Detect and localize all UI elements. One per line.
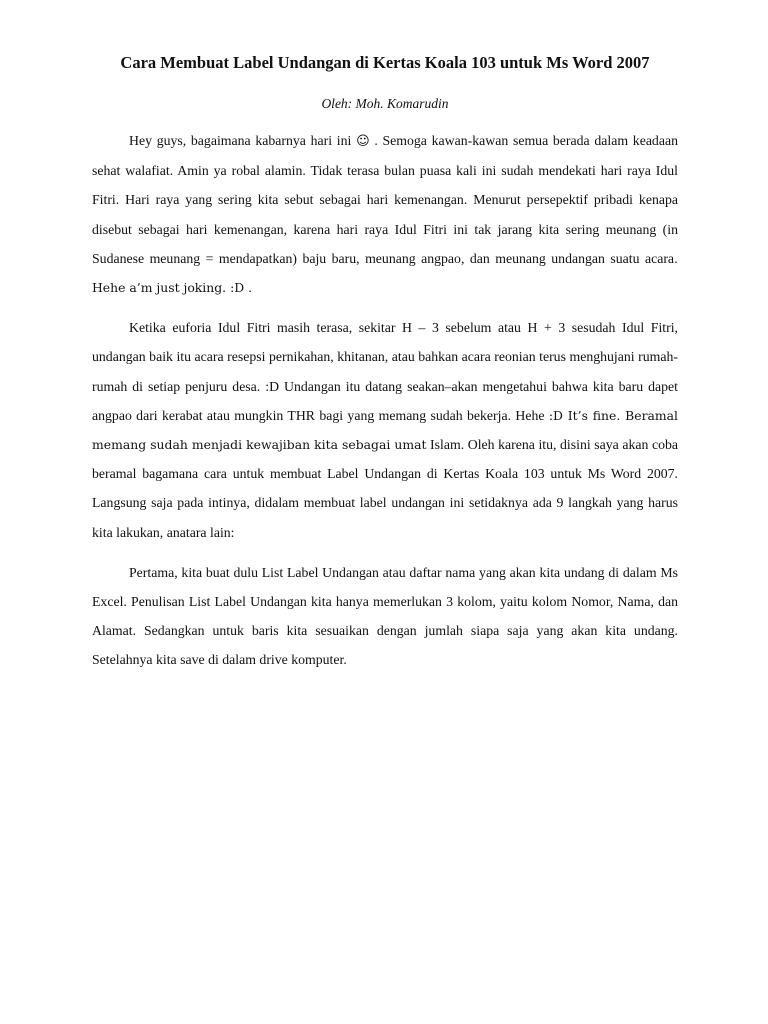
document-page xyxy=(92,46,678,675)
paragraph-1-text-b: . Semoga kawan-kawan semua berada dalam keadaan sehat walafiat. Amin ya robal alamin. Tidak terasa bulan puasa kali ini sudah mendekati hari raya Idul Fitri. Hari raya yang sering kita sebut sebagai hari kemenangan. Menurut persepektif pribadi kenapa disebut sebagai hari kemenangan, karena hari raya Idul Fitri ini tak jarang kita sering meunang (in Sudanese meunang = mendapatkan) baju baru, meunang angpao, dan meunang undangan suatu acara xyxy=(92,133,678,266)
paragraph-2-text-a: Ketika euforia Idul Fitri masih terasa, sekitar H – 3 sebelum atau H + 3 sesudah Idul Fitri, undangan baik itu acara resepsi pernikahan, khitanan, atau bahkan acara reonian terus menghujani rumah-rumah di setiap penjuru desa. :D Undangan itu datang seakan–akan mengetahui bahwa kita baru dapet angpao dari kerabat atau mungkin THR bagi yang memang sudah bekerja. Hehe xyxy=(92,320,678,423)
paragraph-3 xyxy=(92,558,678,675)
paragraph-1-text-c: . Hehe a’m just joking. :D . xyxy=(92,250,678,296)
author-line: Oleh: Moh. Komarudin xyxy=(321,96,449,111)
paragraph-2-text-b: :D It’s fine. Beramal memang sudah menjadi kewajiban kita sebagai umat xyxy=(92,407,678,453)
paragraph-1-text-a: Hey guys, bagaimana kabarnya hari ini xyxy=(129,133,357,148)
paragraph-3-text: Pertama, kita buat dulu List Label Undangan atau daftar nama yang akan kita undang di dalam Ms Excel. Penulisan List Label Undangan kita hanya memerlukan 3 kolom, yaitu kolom Nomor, Nama, dan Alamat. Sedangkan untuk baris kita sesuaikan dengan jumlah siapa saja yang akan kita undang. Setelahnya kita save di dalam drive komputer. xyxy=(92,564,678,668)
paragraph-1 xyxy=(92,126,678,302)
paragraph-2 xyxy=(92,313,678,547)
document-title: Cara Membuat Label Undangan di Kertas Koala 103 untuk Ms Word 2007 xyxy=(120,53,650,72)
paragraph-2-text-c: Islam. Oleh karena itu, disini saya akan coba beramal bagamana cara untuk membuat Label Undangan di Kertas Koala 103 untuk Ms Word 2007. Langsung saja pada intinya, didalam membuat label undangan ini setidaknya ada 9 langkah yang harus kita lakukan, anatara lain: xyxy=(92,437,679,540)
smiley-icon: ☺ xyxy=(356,134,370,149)
